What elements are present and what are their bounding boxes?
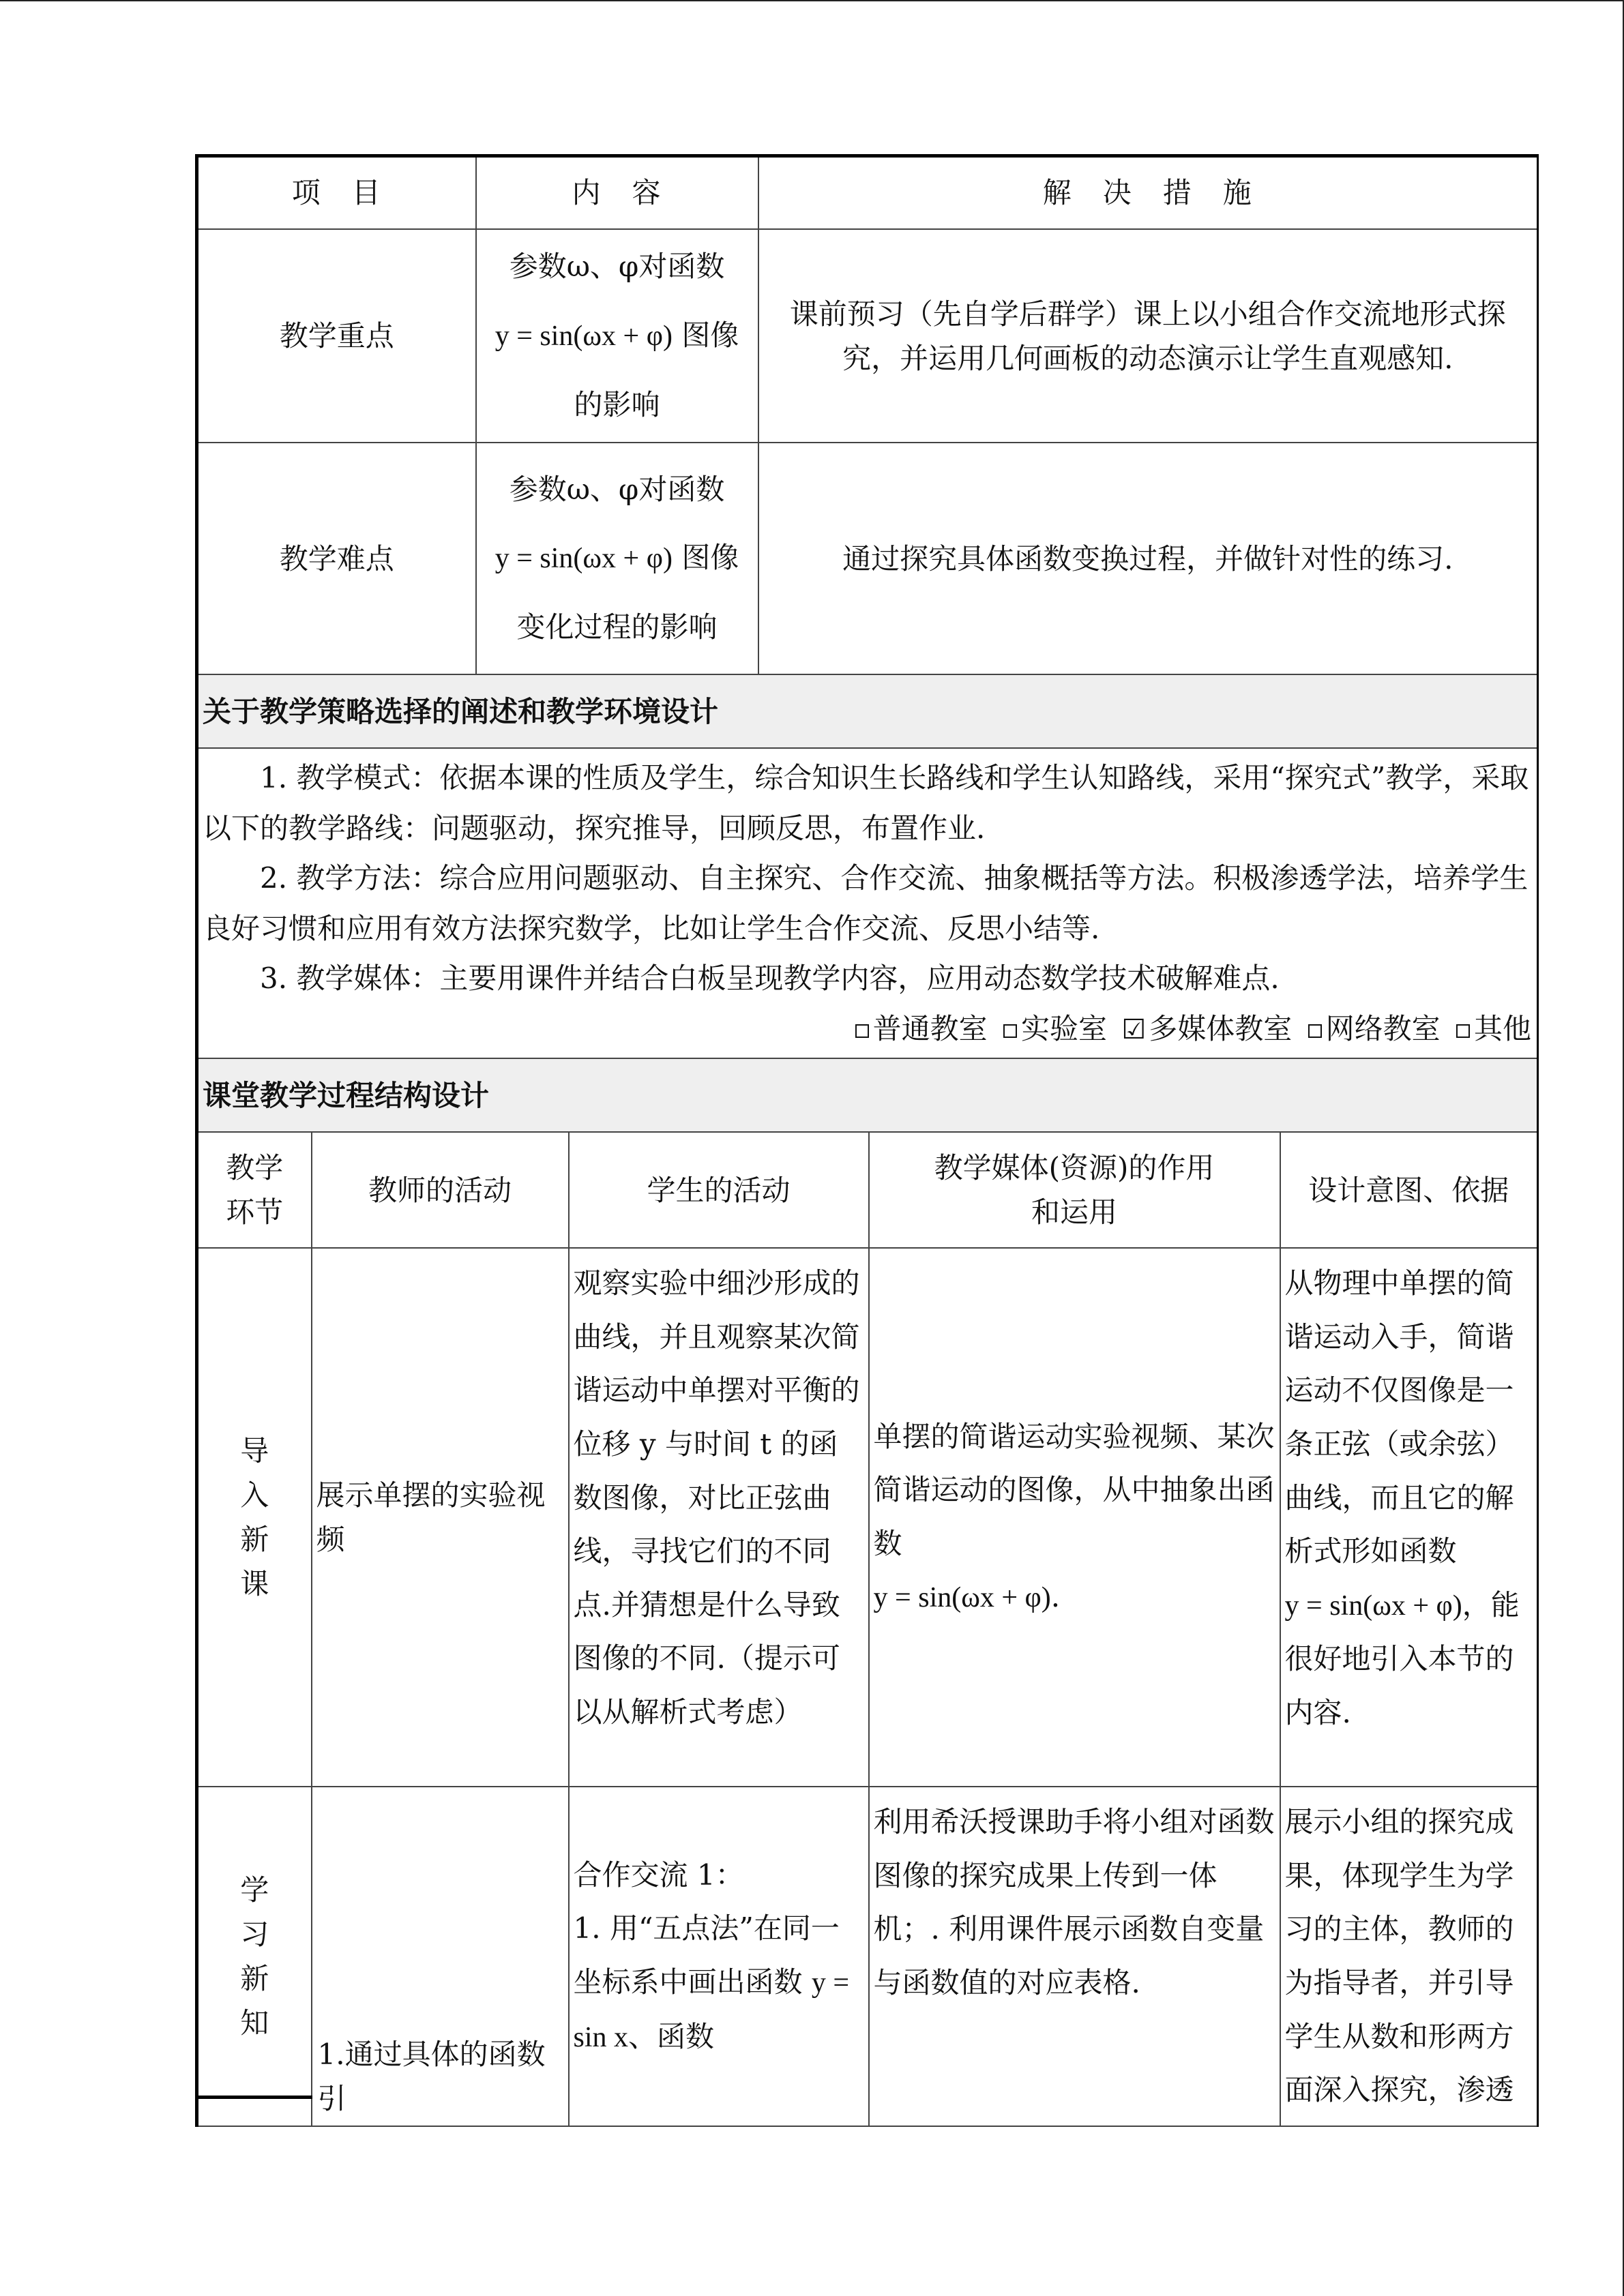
checkbox-unchecked-icon[interactable]	[855, 1024, 869, 1038]
strategy-title-row	[197, 674, 1538, 748]
intro-media-text: 单摆的简谐运动实验视频、某次简谐运动的图像，从中抽象出函数	[873, 1419, 1275, 1560]
env-option-other: 其他	[1474, 1011, 1532, 1045]
process-row-intro	[197, 1248, 1538, 1787]
checkbox-unchecked-icon[interactable]	[1456, 1024, 1470, 1038]
process-header-teacher: 教师的活动	[312, 1132, 569, 1248]
difficulty-label: 教学难点	[197, 443, 476, 674]
header-measures: 解 决 措 施	[758, 156, 1538, 230]
intro-teacher: 展示单摆的实验视频	[312, 1248, 569, 1787]
env-option-lab: 实验室	[1021, 1011, 1108, 1045]
key-point-after: 图像的影响	[574, 318, 739, 421]
process-row-new-knowledge	[197, 1787, 1538, 2126]
intro-media	[869, 1248, 1280, 1787]
difficulty-formula: y = sin(ωx + φ)	[494, 543, 673, 575]
env-option-ordinary: 普通教室	[872, 1011, 988, 1045]
new-knowledge-student-title: 合作交流 1：	[573, 1858, 744, 1892]
process-header-student: 学生的活动	[569, 1132, 869, 1248]
intro-student: 观察实验中细沙形成的曲线，并且观察某次简谐运动中单摆对平衡的位移 y 与时间 t 的函数图像，对比正弦曲线，寻找它们的不同点.并猜想是什么导致图像的不同.（提示可以从解析式考虑）	[569, 1248, 869, 1787]
table-bottom-rule	[195, 2096, 312, 2099]
intro-media-formula: y = sin(ωx + φ)	[873, 1582, 1051, 1614]
page-edge-top	[0, 0, 1624, 1]
process-title: 课堂教学过程结构设计	[197, 1058, 1538, 1132]
new-knowledge-teacher	[312, 1787, 569, 2126]
difficulty-line1: 参数ω、φ对函数	[509, 472, 725, 506]
new-knowledge-stage: 学习新知	[197, 1787, 312, 2126]
process-header-media: 教学媒体(资源)的作用和运用	[869, 1132, 1280, 1248]
key-point-label: 教学重点	[197, 229, 476, 443]
strategy-body-row	[197, 748, 1538, 1058]
strategy-body	[197, 748, 1538, 1058]
new-knowledge-student-end: 、函数	[628, 2019, 715, 2053]
strategy-p1: 1. 教学模式：依据本课的性质及学生，综合知识生长路线和学生认知路线，采用“探究式”教学，采取以下的教学路线：问题驱动，探究推导，回顾反思，布置作业.	[203, 761, 1529, 845]
strategy-title: 关于教学策略选择的阐述和教学环境设计	[197, 674, 1538, 748]
intro-stage: 导入新课	[197, 1248, 312, 1787]
difficulty-after: 图像变化过程的影响	[516, 541, 739, 644]
header-content: 内 容	[476, 156, 758, 230]
intro-intent-formula: y = sin(ωx + φ)	[1284, 1590, 1462, 1622]
environment-options	[203, 1004, 1533, 1054]
checkbox-checked-icon[interactable]: ☑	[1121, 1013, 1147, 1045]
intro-media-end: .	[1050, 1580, 1061, 1614]
difficulty-measures: 通过探究具体函数变换过程，并做针对性的练习.	[758, 443, 1538, 674]
env-option-network: 网络教室	[1325, 1011, 1441, 1045]
process-header-intent: 设计意图、依据	[1280, 1132, 1538, 1248]
strategy-p2: 2. 教学方法：综合应用问题驱动、自主探究、合作交流、抽象概括等方法。积极渗透学法，培养学生良好习惯和应用有效方法探究数学，比如让学生合作交流、反思小结等.	[203, 861, 1529, 945]
key-point-measures: 课前预习（先自学后群学）课上以小组合作交流地形式探究，并运用几何画板的动态演示让学生直观感知.	[758, 229, 1538, 443]
new-knowledge-intent: 展示小组的探究成果，体现学生为学习的主体，教师的为指导者，并引导学生从数和形两方面深入探究，渗透	[1280, 1787, 1538, 2126]
checkbox-unchecked-icon[interactable]	[1308, 1024, 1322, 1038]
key-point-content	[476, 229, 758, 443]
env-option-multimedia: 多媒体教室	[1149, 1011, 1293, 1045]
new-knowledge-student-formula: y = sin x	[573, 1967, 850, 2053]
intro-intent-text: 从物理中单摆的简谐运动入手，简谐运动不仅图像是一条正弦（或余弦）曲线，而且它的解析式形如函数	[1284, 1266, 1514, 1568]
intro-intent	[1280, 1248, 1538, 1787]
checkbox-unchecked-icon[interactable]	[1003, 1024, 1017, 1038]
difficulty-content	[476, 443, 758, 674]
key-point-line1: 参数ω、φ对函数	[509, 250, 725, 283]
strategy-p3: 3. 教学媒体：主要用课件并结合白板呈现教学内容，应用动态数学技术破解难点.	[260, 961, 1280, 996]
difficulty-row	[197, 443, 1538, 674]
header-row	[197, 156, 1538, 230]
intro-intent-end: ，能很好地引入本节的内容.	[1284, 1587, 1520, 1729]
lesson-plan-table	[195, 154, 1539, 2127]
new-knowledge-teacher-text: 1.通过具体的函数引	[317, 2038, 546, 2116]
new-knowledge-student-text: 1. 用“五点法”在同一坐标系中画出函数	[573, 1911, 840, 1999]
new-knowledge-media: 利用希沃授课助手将小组对函数图像的探究成果上传到一体机；. 利用课件展示函数自变量与函数值的对应表格.	[869, 1787, 1280, 2126]
process-header-stage: 教学环节	[197, 1132, 312, 1248]
process-title-row	[197, 1058, 1538, 1132]
new-knowledge-student	[569, 1787, 869, 2126]
key-point-formula: y = sin(ωx + φ)	[494, 320, 673, 352]
process-header-row	[197, 1132, 1538, 1248]
key-point-row	[197, 229, 1538, 443]
header-project: 项 目	[197, 156, 476, 230]
